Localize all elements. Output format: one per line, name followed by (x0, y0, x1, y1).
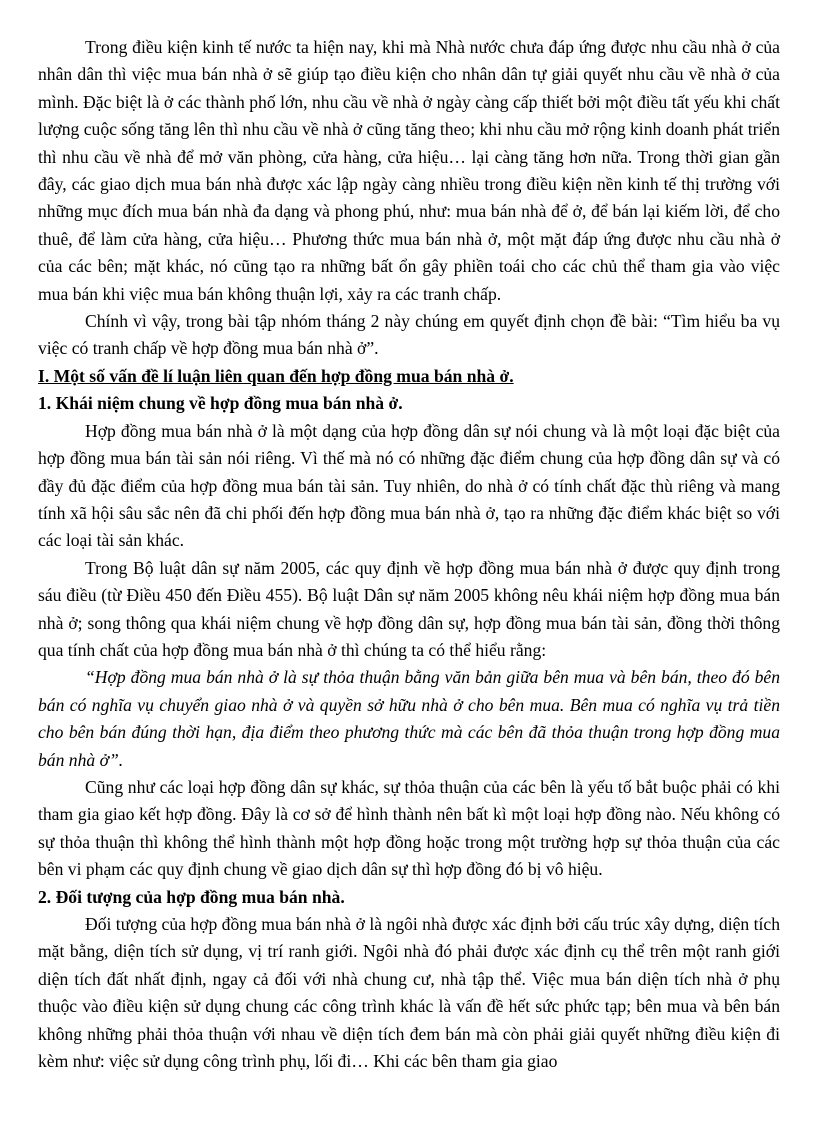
intro-paragraph-2: Chính vì vậy, trong bài tập nhóm tháng 2 này chúng em quyết định chọn đề bài: “Tìm hiểu ba vụ việc có tranh chấp về hợp đồng mua bán nhà ở”. (38, 311, 780, 359)
intro-paragraph-1: Trong điều kiện kinh tế nước ta hiện nay, khi mà Nhà nước chưa đáp ứng được nhu cầu nhà ở của nhân dân thì việc mua bán nhà ở sẽ giúp tạo điều kiện cho nhân dân tự giải quyết nhu cầu về nhà ở của mình. Đặc biệt là ở các thành phố lớn, nhu cầu về nhà ở ngày càng cấp thiết bởi một điều tất yếu khi chất lượng cuộc sống tăng lên thì nhu cầu về nhà ở cũng tăng theo; khi nhu cầu mở rộng kinh doanh phát triển thì nhu cầu về nhà để mở văn phòng, cửa hàng, cửa hiệu… lại càng tăng hơn nữa. Trong thời gian gần đây, các giao dịch mua bán nhà được xác lập ngày càng nhiều trong điều kiện nền kinh tế thị trường với những mục đích mua bán nhà đa dạng và phong phú, như: mua bán nhà để ở, để bán lại kiếm lời, để cho thuê, để làm cửa hàng, cửa hiệu… Phương thức mua bán nhà ở, một mặt đáp ứng được nhu cầu nhà ở của các bên; mặt khác, nó cũng tạo ra những bất ổn gây phiền toái cho các chủ thể tham gia vào việc mua bán khi việc mua bán không thuận lợi, xảy ra các tranh chấp. (38, 37, 781, 304)
subsection-1-paragraph-2: Trong Bộ luật dân sự năm 2005, các quy định về hợp đồng mua bán nhà ở được quy định trong sáu điều (từ Điều 450 đến Điều 455). Bộ luật Dân sự năm 2005 không nêu khái niệm hợp đồng mua bán nhà ở; song thông qua khái niệm chung về hợp đồng dân sự, hợp đồng mua bán tài sản, đồng thời thông qua tính chất của hợp đồng mua bán nhà ở thì chúng ta có thể hiểu rằng: (38, 557, 780, 660)
subsection-1-heading: 1. Khái niệm chung về hợp đồng mua bán nhà ở. (38, 393, 403, 414)
subsection-1-paragraph-1: Hợp đồng mua bán nhà ở là một dạng của hợp đồng dân sự nói chung và là một loại đặc biệt của hợp đồng mua bán tài sản nói riêng. Vì thế mà nó có những đặc điểm chung của hợp đồng dân sự và có đầy đủ đặc điểm của hợp đồng mua bán tài sản. Tuy nhiên, do nhà ở có tính chất đặc thù riêng và mang tính xã hội sâu sắc nên đã chi phối đến hợp đồng mua bán nhà ở, tạo ra những đặc điểm khác biệt so với các loại tài sản khác. (38, 420, 780, 551)
definition-quote: “Hợp đồng mua bán nhà ở là sự thỏa thuận bằng văn bản giữa bên mua và bên bán, theo đó bên bán có nghĩa vụ chuyển giao nhà ở và quyền sở hữu nhà ở cho bên mua. Bên mua có nghĩa vụ trả tiền cho bên bán đúng thời hạn, địa điểm theo phương thức mà các bên đã thỏa thuận trong hợp đồng mua bán nhà ở”. (38, 667, 780, 770)
subsection-1-paragraph-3: Cũng như các loại hợp đồng dân sự khác, sự thỏa thuận của các bên là yếu tố bắt buộc phải có khi tham gia giao kết hợp đồng. Đây là cơ sở để hình thành nên bất kì một loại hợp đồng nào. Nếu không có sự thỏa thuận thì không thể hình thành một hợp đồng hoặc trong một trường hợp sự thỏa thuận của các bên vi phạm các quy định chung về giao dịch dân sự thì hợp đồng đó bị vô hiệu. (38, 776, 780, 880)
document-page (38, 34, 780, 1075)
subsection-2-heading: 2. Đối tượng của hợp đồng mua bán nhà. (38, 886, 345, 907)
subsection-2-paragraph-1: Đối tượng của hợp đồng mua bán nhà ở là ngôi nhà được xác định bởi cấu trúc xây dựng, diện tích mặt bằng, diện tích sử dụng, vị trí ranh giới. Ngôi nhà đó phải được xác định cụ thể trên một ranh giới diện tích đất nhất định, ngay cả đối với nhà chung cư, nhà tập thể. Việc mua bán diện tích nhà ở phụ thuộc vào điều kiện sử dụng chung các công trình khác là vấn đề hết sức phức tạp; bên mua và bên bán không những phải thỏa thuận với nhau về diện tích đem bán mà còn phải giải quyết những điều kiện đi kèm như: việc sử dụng công trình phụ, lối đi… Khi các bên tham gia giao (38, 914, 780, 1072)
section-1-heading: I. Một số vấn đề lí luận liên quan đến hợp đồng mua bán nhà ở. (38, 365, 514, 386)
